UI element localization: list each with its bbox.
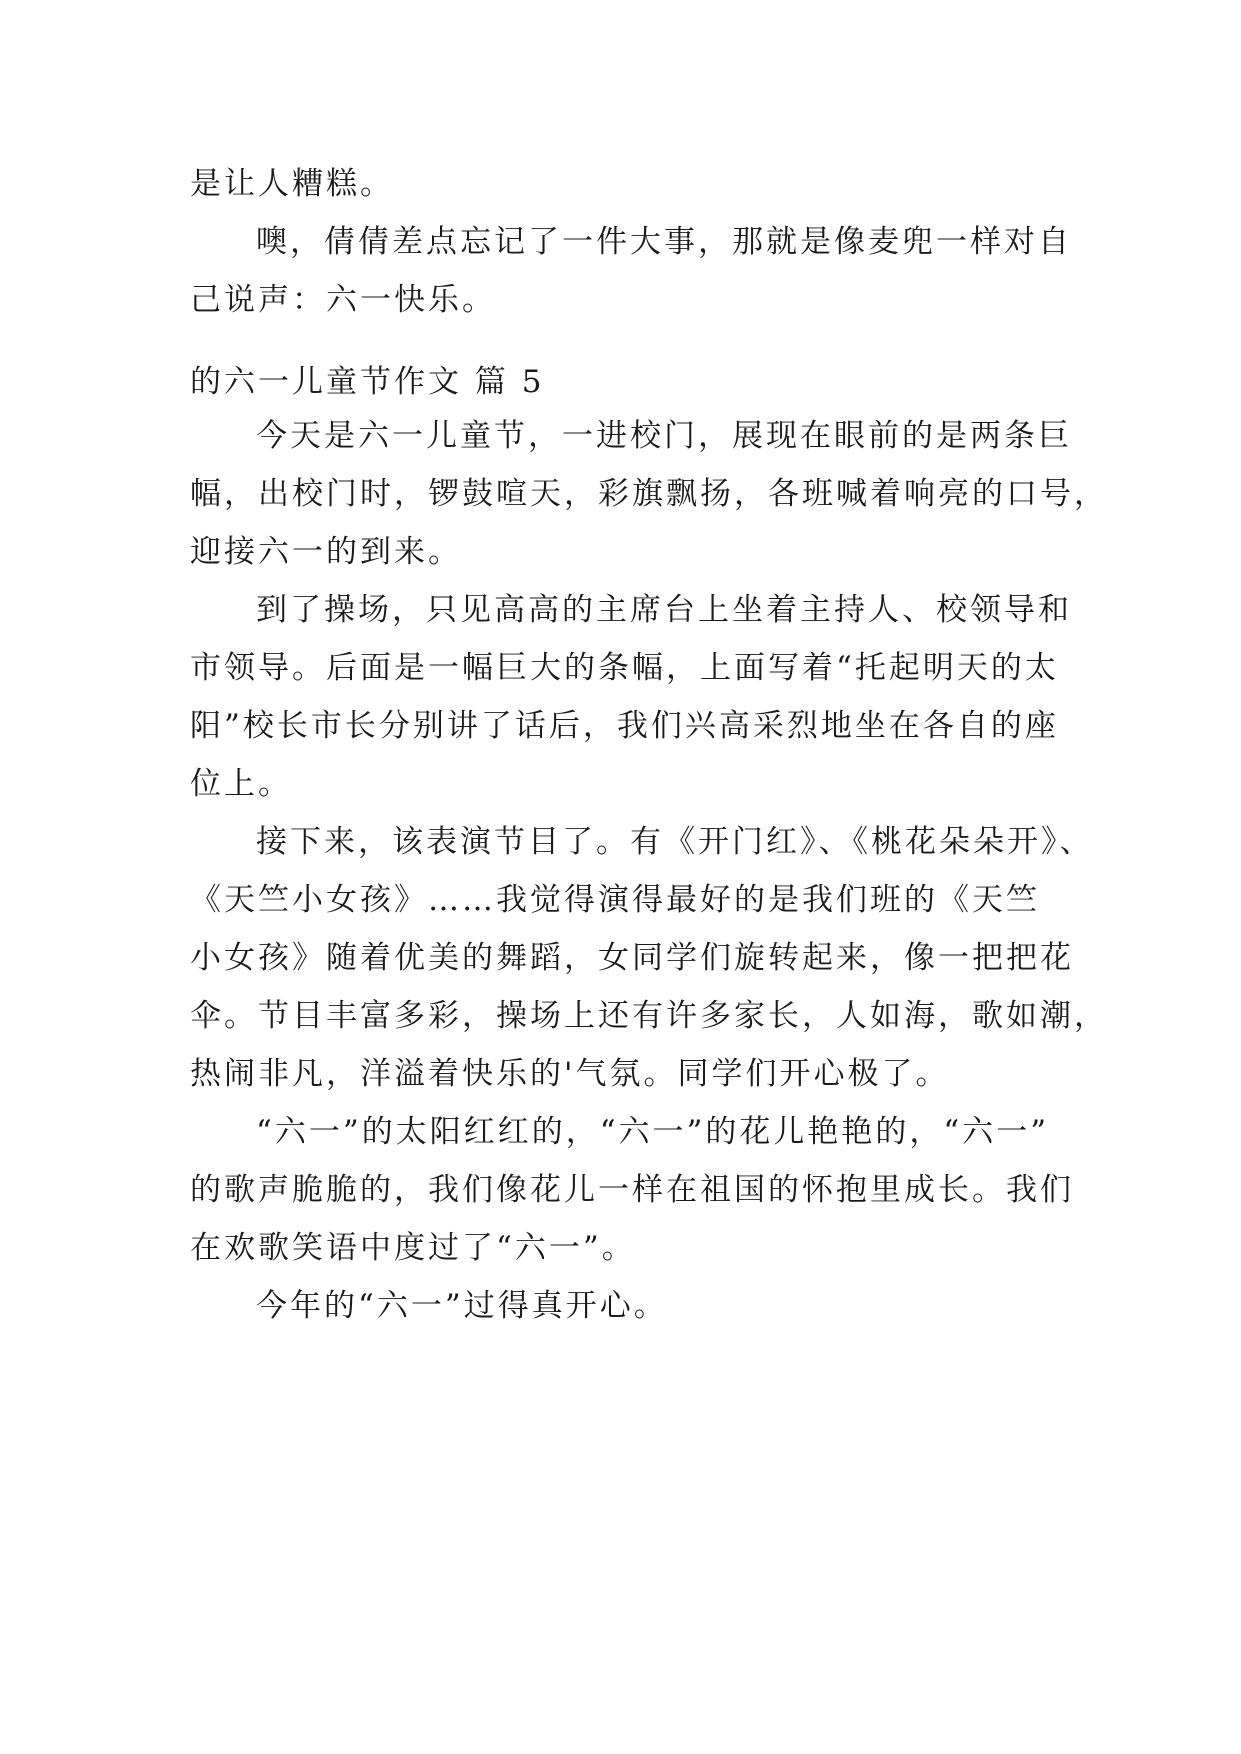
- section-heading-text: 的六一儿童节作文 篇 5: [190, 364, 545, 400]
- text-line: 市领导。后面是一幅巨大的条幅，上面写着“托起明天的太: [190, 650, 1059, 686]
- text-line: 己说声：六一快乐。: [190, 282, 496, 318]
- section-heading: [190, 353, 1070, 411]
- text-line: 阳”校长市长分别讲了话后，我们兴高采烈地坐在各自的座: [190, 708, 1059, 744]
- text-line: 迎接六一的到来。: [190, 534, 462, 570]
- text-line: 到了操场，只见高高的主席台上坐着主持人、校领导和: [256, 592, 1072, 628]
- paragraph-block-essay: [190, 407, 1108, 1335]
- text-line: 接下来，该表演节目了。有《开门红》、《桃花朵朵开》、: [256, 824, 1094, 860]
- text-line: 噢，倩倩差点忘记了一件大事，那就是像麦兜一样对自: [256, 224, 1072, 260]
- paragraph-block-top: [190, 155, 1070, 329]
- text-line: 幅，出校门时，锣鼓喧天，彩旗飘扬，各班喊着响亮的口号，: [190, 476, 1108, 512]
- text-line: 小女孩》随着优美的舞蹈，女同学们旋转起来，像一把把花: [190, 940, 1074, 976]
- text-line: 今年的“六一”过得真开心。: [256, 1288, 668, 1324]
- text-line: 今天是六一儿童节，一进校门，展现在眼前的是两条巨: [256, 418, 1072, 454]
- text-line: “六一”的太阳红红的，“六一”的花儿艳艳的，“六一”: [256, 1114, 1050, 1150]
- text-line: 《天竺小女孩》……我觉得演得最好的是我们班的《天竺: [190, 882, 1040, 918]
- text-line: 位上。: [190, 766, 292, 802]
- text-line: 是让人糟糕。: [190, 166, 394, 202]
- text-line: 热闹非凡，洋溢着快乐的'气氛。同学们开心极了。: [190, 1056, 950, 1092]
- text-line: 在欢歌笑语中度过了“六一”。: [190, 1230, 636, 1266]
- text-line: 的歌声脆脆的，我们像花儿一样在祖国的怀抱里成长。我们: [190, 1172, 1074, 1208]
- text-line: 伞。节目丰富多彩，操场上还有许多家长，人如海，歌如潮，: [190, 998, 1108, 1034]
